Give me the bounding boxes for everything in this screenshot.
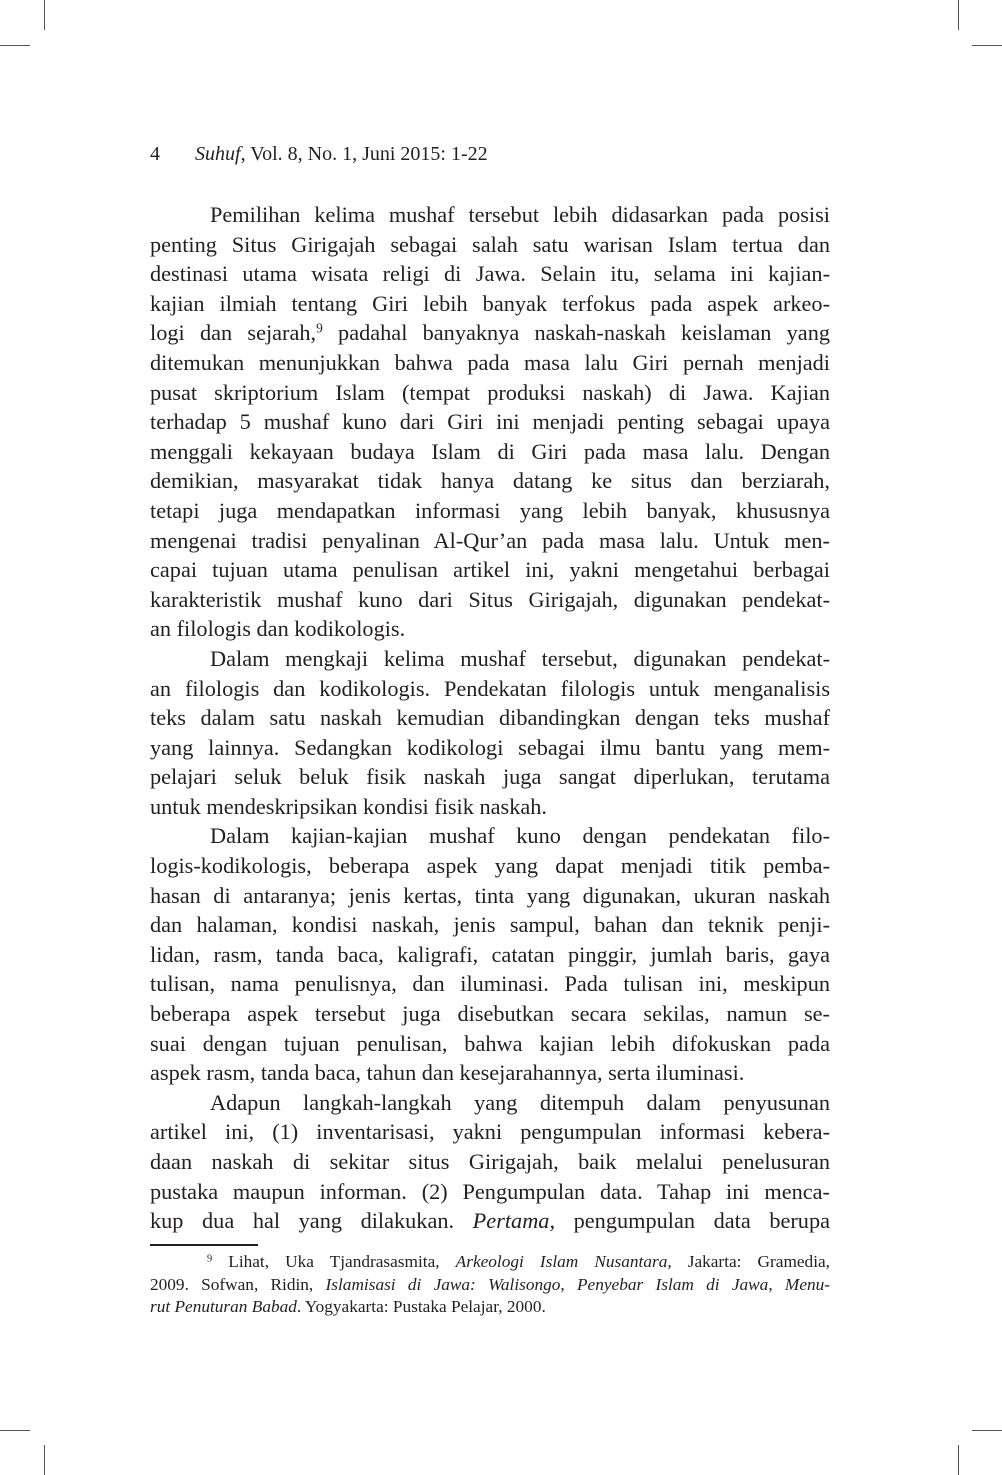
text-segment: , [768, 1274, 785, 1294]
text-line: aspek rasm, tanda baca, tahun dan kesejarahannya, serta iluminasi. [150, 1060, 745, 1086]
text-line: ditemukan menunjukkan bahwa pada masa lalu Giri pernah menjadi [150, 349, 830, 375]
text-line: demikian, masyarakat tidak hanya datang ke situs dan berziarah, [150, 468, 830, 494]
text-line: daan naskah di sekitar situs Girigajah, baik melalui penelusuran [150, 1149, 830, 1174]
text-line: pustaka maupun informan. (2) Pengumpulan data. Tahap ini menca- [150, 1178, 830, 1204]
italic-text: Menu- [784, 1274, 831, 1294]
text-line: suai dengan tujuan penulisan, bahwa kajian lebih difokuskan pada [150, 1030, 830, 1056]
crop-mark [0, 45, 30, 46]
italic-text: Penyebar Islam di Jawa [577, 1274, 769, 1294]
crop-mark [44, 1445, 45, 1475]
text-line: beberapa aspek tersebut juga disebutkan secara sekilas, namun se- [150, 1001, 830, 1027]
crop-mark [44, 0, 45, 30]
text-line: tetapi juga mendapatkan informasi yang lebih banyak, khususnya [150, 497, 830, 523]
text-segment: logi dan sejarah, [150, 320, 317, 346]
text-line [150, 1251, 830, 1274]
text-line: an filologis dan kodikologis. Pendekatan filologis untuk menganalisis [150, 675, 830, 701]
text-line: tulisan, nama penulisnya, dan iluminasi. Pada tulisan ini, meskipun [150, 971, 830, 997]
text-line: terhadap 5 mushaf kuno dari Giri ini menjadi penting sebagai upaya [150, 409, 830, 435]
text-line: menggali kekayaan budaya Islam di Giri pada masa lalu. Dengan [150, 438, 830, 464]
italic-text: Arkeologi Islam Nusantara, [455, 1252, 672, 1271]
text-segment: 2009. Sofwan, Ridin, [150, 1274, 326, 1294]
text-line [150, 1296, 830, 1319]
text-line: lidan, rasm, tanda baca, kaligrafi, catatan pinggir, jumlah baris, gaya [150, 941, 830, 967]
text-line: hasan di antaranya; jenis kertas, tinta yang digunakan, ukuran naskah [150, 882, 830, 908]
italic-text: Pertama, [472, 1208, 556, 1234]
text-line [150, 318, 830, 348]
journal-citation: , Vol. 8, No. 1, Juni 2015: 1-22 [240, 143, 488, 165]
footnotes [150, 1251, 830, 1319]
text-segment: padahal banyaknya naskah-naskah keislaman yang [322, 320, 830, 346]
text-line [150, 1206, 830, 1236]
crop-mark [0, 1430, 30, 1431]
text-line: yang lainnya. Sedangkan kodikologi sebagai ilmu bantu yang mem- [150, 734, 830, 760]
text-line: an filologis dan kodikologis. [150, 616, 406, 642]
text-line: logis-kodikologis, beberapa aspek yang dapat menjadi titik pemba- [150, 853, 830, 879]
text-line: karakteristik mushaf kuno dari Situs Girigajah, digunakan pendekat- [150, 586, 830, 612]
text-line: pusat skriptorium Islam (tempat produksi naskah) di Jawa. Kajian [150, 379, 830, 405]
footnote-marker: 9 [207, 1253, 213, 1265]
journal-title: Suhuf [195, 143, 241, 165]
text-line: Dalam kajian-kajian mushaf kuno dengan pendekatan filo- [210, 823, 830, 849]
italic-text: Islamisasi di Jawa: Walisongo [325, 1274, 561, 1294]
page-number: 4 [150, 143, 160, 165]
crop-mark [958, 1445, 959, 1475]
text-line [150, 1274, 830, 1297]
text-line: destinasi utama wisata religi di Jawa. Selain itu, selama ini kajian- [150, 261, 830, 287]
text-segment: pengumpulan data berupa [555, 1208, 830, 1234]
italic-text: rut Penuturan Babad [150, 1297, 297, 1317]
text-line: Pemilihan kelima mushaf tersebut lebih didasarkan pada posisi [210, 202, 830, 227]
text-line: penting Situs Girigajah sebagai salah satu warisan Islam tertua dan [150, 231, 830, 257]
text-line: capai tujuan utama penulisan artikel ini, yakni mengetahui berbagai [150, 557, 830, 583]
text-segment: kup dua hal yang dilakukan. [150, 1208, 473, 1234]
text-segment: Lihat, Uka Tjandrasasmita, [212, 1252, 456, 1271]
running-header [150, 143, 488, 166]
text-line: pelajari seluk beluk fisik naskah juga sangat diperlukan, terutama [150, 764, 830, 790]
footnote-marker: 9 [316, 321, 323, 337]
text-line: Dalam mengkaji kelima mushaf tersebut, digunakan pendekat- [210, 645, 830, 671]
text-line: Adapun langkah-langkah yang ditempuh dalam penyusunan [210, 1089, 830, 1115]
footnote-rule [150, 1244, 258, 1246]
text-line: mengenai tradisi penyalinan Al-Qur’an pada masa lalu. Untuk men- [150, 527, 830, 553]
text-line: untuk mendeskripsikan kondisi fisik naskah. [150, 793, 547, 819]
crop-mark [958, 0, 959, 30]
text-line: teks dalam satu naskah kemudian dibandingkan dengan teks mushaf [150, 705, 830, 731]
text-segment: , [560, 1274, 577, 1294]
crop-mark [972, 45, 1002, 46]
text-line: dan halaman, kondisi naskah, jenis sampul, bahan dan teknik penji- [150, 912, 830, 938]
body-text [150, 200, 830, 1236]
text-segment: Jakarta: Gramedia, [671, 1252, 830, 1271]
text-line: kajian ilmiah tentang Giri lebih banyak terfokus pada aspek arkeo- [150, 290, 830, 316]
text-segment: . Yogyakarta: Pustaka Pelajar, 2000. [296, 1297, 546, 1317]
text-line: artikel ini, (1) inventarisasi, yakni pengumpulan informasi kebera- [150, 1119, 830, 1145]
crop-mark [972, 1430, 1002, 1431]
